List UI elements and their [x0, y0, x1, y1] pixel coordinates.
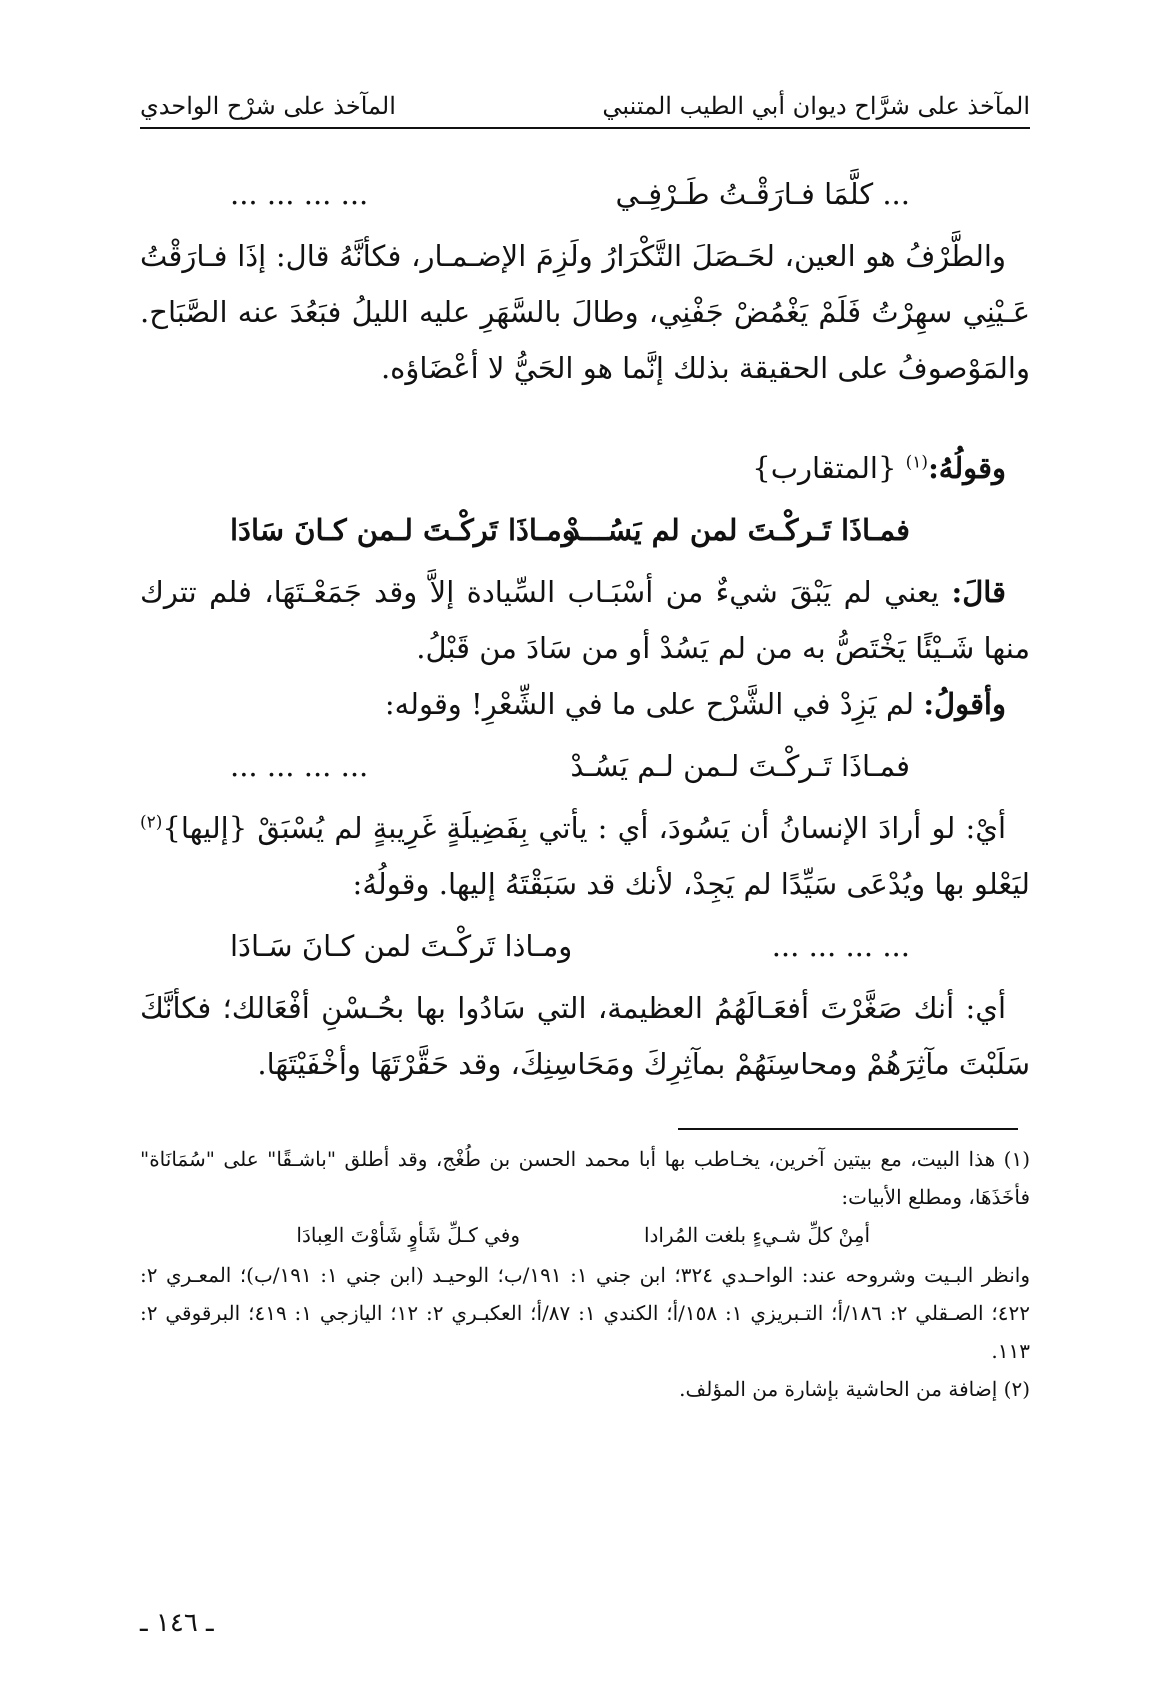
- paragraph-2: [140, 564, 1030, 676]
- paragraph-text-cont: ليَعْلو بها ويُدْعَى سَيِّدًا لم يَجِدْ، لأنك قد سَبَقْتَهُ إليها. وقولُهُ:: [352, 867, 1030, 901]
- footnote-rule: [678, 1128, 1018, 1130]
- footnote-ref-1: (١): [905, 452, 929, 473]
- verse-hemistich-right: فمـاذَا تَـركْـتَ لـمن لـم يَسُـدْ: [570, 749, 910, 783]
- verse-hemistich-left: ومـاذَا تَركْـتَ لـمن كـانَ سَادَا: [230, 513, 576, 547]
- verse-line-2: [140, 502, 1030, 558]
- verse-hemistich-left: ومـاذا تَركْـتَ لمن كـانَ سَـادَا: [230, 929, 573, 963]
- verse-hemistich-right: فمـاذَا تَـركْـتَ لمن لم يَسُـــدْ: [566, 513, 910, 547]
- footnote-2: (٢) إضافة من الحاشية بإشارة من المؤلف.: [679, 1377, 1030, 1401]
- paragraph-1: والطَّرْفُ هو العين، لحَـصَلَ التَّكْرَارُ ولَزِمَ الإضـمـار، فكأنَّهُ قال: إذَا فـارَقْتُ عَـيْنِي سهِرْتُ فَلَمْ يَغْمُضْ جَفْنِي، وطالَ بالسَّهَرِ عليه الليلُ فبَعُدَ عنه الصَّبَاح. والمَوْصوفُ على الحقيقة بذلك إنَّما هو الحَيُّ لا أعْضَاؤه.: [140, 239, 1030, 385]
- section-gap: [140, 396, 1030, 440]
- footnote-1: (١) هذا البيت، مع بيتين آخرين، يخـاطب بها أبا محمد الحسن بن طُغْج، وقد أطلق "باشـقًا" على "سُمَانَاة" فأخَذَهَا، ومطلع الأبيات:: [140, 1147, 1030, 1209]
- paragraph-3: [140, 676, 1030, 732]
- paragraph-text: أيْ: لو أرادَ الإنسانُ أن يَسُودَ، أي : يأتي بِفَضِيلَةٍ غَرِيبةٍ لم يُسْبَقْ {إليها}: [162, 811, 1006, 845]
- footnote-1-references: وانظر البـيت وشروحه عند: الواحـدي ٣٢٤؛ ابن جني ١: ١٩١/ب؛ الوحيـد (ابن جني ١: ١٩١/ب)؛ المعـري ٢: ٤٢٢؛ الصـقلي ٢: ١٨٦/أ؛ التـبريزي ١: ١٥٨/أ؛ الكندي ١: ٨٧/أ؛ العكبـري ٢: ١٢؛ اليازجي ١: ٤١٩؛ البرقوقي ٢: ١١٣.: [140, 1263, 1030, 1363]
- verse-hemistich-right: أمِنْ كلِّ شـيءٍ بلغت المُرادا: [643, 1223, 870, 1247]
- verse-hemistich-right: ... كلَّمَا فـارَقْـتُ طَـرْفِـي: [615, 177, 910, 211]
- page-number: ـ ١٤٦ ـ: [140, 1608, 214, 1638]
- header-section-title: المآخذ على شرْح الواحدي: [140, 92, 396, 120]
- main-text: [140, 160, 1030, 1092]
- header-rule: [140, 127, 1030, 129]
- verse-line-3: [140, 738, 1030, 794]
- footnote-1-verse: [140, 1216, 1030, 1256]
- verse-introduction: [140, 440, 1030, 496]
- verse-hemistich-right: ... ... ... ...: [771, 929, 910, 963]
- paragraph-4: [140, 800, 1030, 912]
- footnotes: [140, 1140, 1030, 1408]
- running-header: [140, 84, 1030, 124]
- header-book-title: المآخذ على شرَّاح ديوان أبي الطيب المتنبي: [602, 92, 1030, 120]
- verse-hemistich-left: ... ... ... ...: [230, 749, 369, 783]
- paragraph-text: يعني لم يَبْقَ شيءٌ من أسْبَـاب السِّيادة إلاَّ وقد جَمَعْـتَهَا، فلم تترك منها شَـيْئًا يَخْتَصُّ به من لم يَسُدْ أو من سَادَ من قَبْلُ.: [140, 575, 1030, 665]
- intro-lead: وقولُهُ:: [928, 451, 1006, 485]
- verse-hemistich-left: ... ... ... ...: [230, 177, 369, 211]
- meter-name: {المتقارب}: [752, 451, 897, 485]
- paragraph-5: أي: أنك صَغَّرْتَ أفعَـالَهُمُ العظيمة، التي سَادُوا بها بحُـسْنِ أفْعَالك؛ فكأنَّكَ سَلَبْتَ مآثِرَهُمْ ومحاسِنَهُمْ بمآثِرِكَ ومَحَاسِنِكَ، وقد حَقَّرْتَهَا وأخْفَيْتَهَا.: [140, 991, 1030, 1081]
- footnote-ref-2: (٢): [140, 812, 163, 833]
- verse-line-1: [140, 166, 1030, 222]
- verse-line-4: [140, 918, 1030, 974]
- paragraph-lead: قالَ:: [951, 575, 1006, 609]
- verse-hemistich-left: وفي كـلِّ شَأوٍ شَأوْتَ العِبادَا: [296, 1223, 520, 1247]
- paragraph-lead: وأقولُ:: [923, 687, 1006, 721]
- paragraph-text: لم يَزِدْ في الشَّرْح على ما في الشِّعْرِ! وقوله:: [384, 687, 915, 721]
